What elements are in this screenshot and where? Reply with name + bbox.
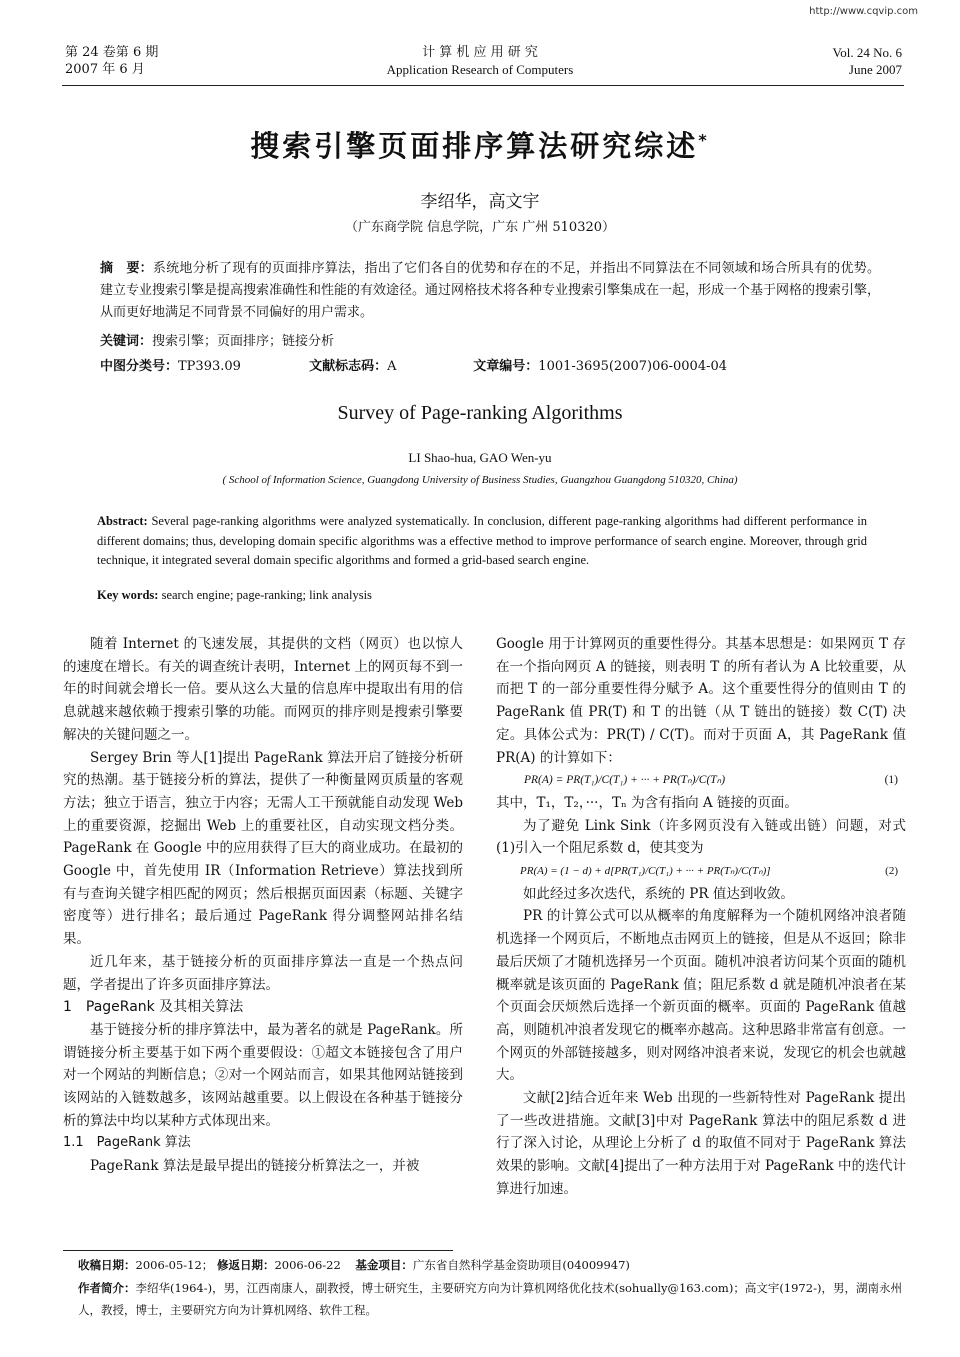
section-1-heading: 1 PageRank 及其相关算法 bbox=[63, 999, 244, 1016]
pagerank-paragraph-4: 如此经过多次迭代，系统的 PR 值达到收敛。 bbox=[523, 885, 794, 902]
header-center bbox=[330, 44, 630, 78]
fund-text: 广东省自然科学基金资助项目(04009947) bbox=[412, 1258, 630, 1272]
abstract-en-text: Several page-ranking algorithms were analyzed systematically. In conclusion, different page-ranking algorithms had different performance in different domains; thus, developing domain specific algorithms was a effective method to improve performance of search engine. Moreover, through grid technique, it integrated several domain specific algorithms and formed a grid-based search engine. bbox=[97, 514, 867, 567]
header-right bbox=[833, 44, 902, 78]
section-1-paragraph: 基于链接分析的排序算法中，最为著名的就是 PageRank。所谓链接分析主要基于如下两个重要假设：①超文本链接包含了用户对一个网站的判断信息；②对一个网站而言，如果其他网站链接到该网站的入链数越多，该网站越重要。以上假设在各种基于链接分析的算法中均以某种方式体现出来。 bbox=[63, 1021, 463, 1129]
affiliation-en: ( School of Information Science, Guangdong University of Business Studies, Guangzhou Guangdong 510320, China) bbox=[222, 474, 738, 486]
date-en: June 2007 bbox=[848, 62, 902, 77]
abstract-cn-label: 摘 要： bbox=[100, 261, 153, 276]
volume-cn: 第 24 卷第 6 期 bbox=[65, 45, 159, 60]
pagerank-paragraph-3: 为了避免 Link Sink（许多网页没有入链或出链）问题，对式(1)引入一个阻尼系数 d，使其变为 bbox=[496, 817, 906, 857]
abstract-cn-text: 系统地分析了现有的页面排序算法，指出了它们各自的优势和存在的不足，并指出不同算法在不同领域和场合所具有的优势。建立专业搜索引擎是提高搜索准确性和性能的有效途径。通过网格技术将各种专业搜索引擎集成在一起，形成一个基于网格的搜索引擎，从而更好地满足不同背景不同偏好的用户需求。 bbox=[100, 261, 881, 320]
formula-2-number: (2) bbox=[885, 865, 898, 878]
keywords-en-text: search engine; page-ranking; link analysis bbox=[158, 588, 372, 602]
abstract-cn bbox=[100, 258, 880, 324]
bio-text: 李绍华(1964-)，男，江西南康人，副教授，博士研究生，主要研究方向为计算机网络优化技术(sohually@163.com)；高文宇(1972-)，男，湖南永州人，教授，博士，主要研究方向为计算机网络、软件工程。 bbox=[78, 1281, 902, 1317]
journal-name-en: Application Research of Computers bbox=[386, 62, 574, 77]
pagerank-paragraph-6: 文献[2]结合近年来 Web 出现的一些新特性对 PageRank 提出了一些改进措施。文献[3]中对 PageRank 算法中的阻尼系数 d 进行了深入讨论，从理论上分析了 d 的取值不同对于 PageRank 算法效果的影响。文献[4]提出了一种方法用于对 PageRank 中的迭代计算进行加速。 bbox=[496, 1090, 906, 1197]
pagerank-paragraph-2: 其中，T₁，T₂，···，Tₙ 为含有指向 A 链接的页面。 bbox=[496, 794, 798, 811]
formula-2-body: PR(A) = (1 − d) + d[PR(T₁)/C(T₁) + ··· + PR(Tₙ)/C(Tₙ)] bbox=[520, 865, 771, 878]
bio-label: 作者简介： bbox=[78, 1281, 136, 1295]
date-cn: 2007 年 6 月 bbox=[65, 62, 145, 77]
header-left bbox=[65, 44, 158, 78]
paper-title bbox=[0, 124, 960, 165]
header-divider bbox=[62, 85, 904, 86]
formula-2 bbox=[496, 860, 906, 883]
source-url: http://www.cqvip.com bbox=[809, 6, 918, 17]
footnote-divider bbox=[63, 1250, 453, 1251]
body-column-left bbox=[63, 633, 463, 1178]
classification-row bbox=[100, 355, 880, 374]
revised-date: 2006-06-22 bbox=[274, 1258, 341, 1272]
section-1-1-heading: 1.1 PageRank 算法 bbox=[63, 1135, 191, 1151]
article-number-value: 1001-3695(2007)06-0004-04 bbox=[538, 359, 728, 374]
received-label: 收稿日期： bbox=[78, 1258, 136, 1272]
intro-paragraph-3: 近几年来，基于链接分析的页面排序算法一直是一个热点问题，学者提出了许多页面排序算法。 bbox=[63, 953, 463, 993]
clc-label: 中图分类号： bbox=[100, 359, 179, 374]
doc-code-label: 文献标志码： bbox=[309, 359, 388, 374]
formula-1-body: PR(A) = PR(T₁)/C(T₁) + ··· + PR(Tₙ)/C(Tₙ) bbox=[524, 774, 726, 787]
abstract-en bbox=[97, 512, 867, 571]
revised-label: 修返日期： bbox=[216, 1258, 275, 1272]
paper-title-text: 搜索引擎页面排序算法研究综述 bbox=[250, 129, 699, 163]
article-number-label: 文章编号： bbox=[473, 359, 539, 374]
intro-paragraph-1: 随着 Internet 的飞速发展，其提供的文档（网页）也以惊人的速度在增长。有关的调查统计表明，Internet 上的网页每不到一年的时间就会增长一倍。要从这么大量的信息库中提取出有用的信息就越来越依赖于搜索引擎的功能。而网页的排序则是搜索引擎要解决的关键问题之一。 bbox=[63, 636, 463, 743]
journal-name-cn: 计 算 机 应 用 研 究 bbox=[422, 45, 538, 60]
volume-en: Vol. 24 No. 6 bbox=[832, 45, 902, 60]
fund-label: 基金项目： bbox=[355, 1258, 413, 1272]
title-footnote-mark: * bbox=[698, 130, 710, 150]
pagerank-paragraph-5: PR 的计算公式可以从概率的角度解释为一个随机网络冲浪者随机选择一个网页后，不断地点击网页上的链接，但是从不返回；除非最后厌烦了才随机选择另一个页面。随机冲浪者访问某个页面的随机概率就是该页面的 PageRank 值；阻尼系数 d 就是随机冲浪者在某个页面会厌烦然后选择一个新页面的概率。页面的 PageRank 值越高，则随机冲浪者发现它的概率亦越高。这种思路非常富有创意。一个网页的外部链接越多，则对网络冲浪者来说，发现它的机会也就越大。 bbox=[496, 908, 906, 1084]
affiliation-cn: （广东商学院 信息学院，广东 广州 510320） bbox=[344, 220, 616, 235]
section-1-1-paragraph: PageRank 算法是最早提出的链接分析算法之一，并被 bbox=[90, 1158, 420, 1175]
footnote-bio bbox=[78, 1277, 908, 1321]
authors-en: LI Shao-hua, GAO Wen-yu bbox=[408, 450, 552, 465]
intro-paragraph-2: Sergey Brin 等人[1]提出 PageRank 算法开启了链接分析研究的热潮。基于链接分析的算法，提供了一种衡量网页质量的客观方法；独立于语言，独立于内容；无需人工干预就能自动发现 Web 上的重要资源，挖掘出 Web 上的重要社区，自动实现文档分类。PageRank 在 Google 中的应用获得了巨大的商业成功。在最初的 Google 中，首先使用 IR（Information Retrieve）算法找到所有与查询关键字相匹配的网页；然后根据页面因素（标题、关键字密度等）进行排名；最后通过 PageRank 得分调整网站排名结果。 bbox=[63, 749, 463, 948]
body-column-right bbox=[496, 633, 906, 1201]
keywords-cn-text: 搜索引擎；页面排序；链接分析 bbox=[152, 334, 335, 349]
keywords-en-label: Key words: bbox=[97, 588, 159, 602]
received-date: 2006-05-12； bbox=[135, 1258, 214, 1272]
clc-value: TP393.09 bbox=[178, 359, 241, 374]
keywords-cn-label: 关键词： bbox=[100, 334, 153, 349]
doc-code-value: A bbox=[387, 359, 397, 374]
keywords-en bbox=[97, 588, 372, 603]
authors-cn: 李绍华，高文宇 bbox=[420, 192, 540, 212]
keywords-cn bbox=[100, 330, 334, 349]
footnote-dates bbox=[78, 1254, 908, 1276]
formula-1 bbox=[496, 769, 906, 792]
paper-title-en: Survey of Page-ranking Algorithms bbox=[337, 402, 623, 424]
abstract-en-label: Abstract: bbox=[97, 514, 148, 528]
formula-1-number: (1) bbox=[884, 774, 898, 787]
pagerank-paragraph-1: Google 用于计算网页的重要性得分。其基本思想是：如果网页 T 存在一个指向网页 A 的链接，则表明 T 的所有者认为 A 比较重要，从而把 T 的一部分重要性得分赋予 A。这个重要性得分的值则由 T 的 PageRank 值 PR(T) 和 T 的出链（从 T 链出的链接）数 C(T) 决定。具体公式为：PR(T) / C(T)。而对于页面 A，其 PageRank 值 PR(A) 的计算如下： bbox=[496, 636, 906, 766]
